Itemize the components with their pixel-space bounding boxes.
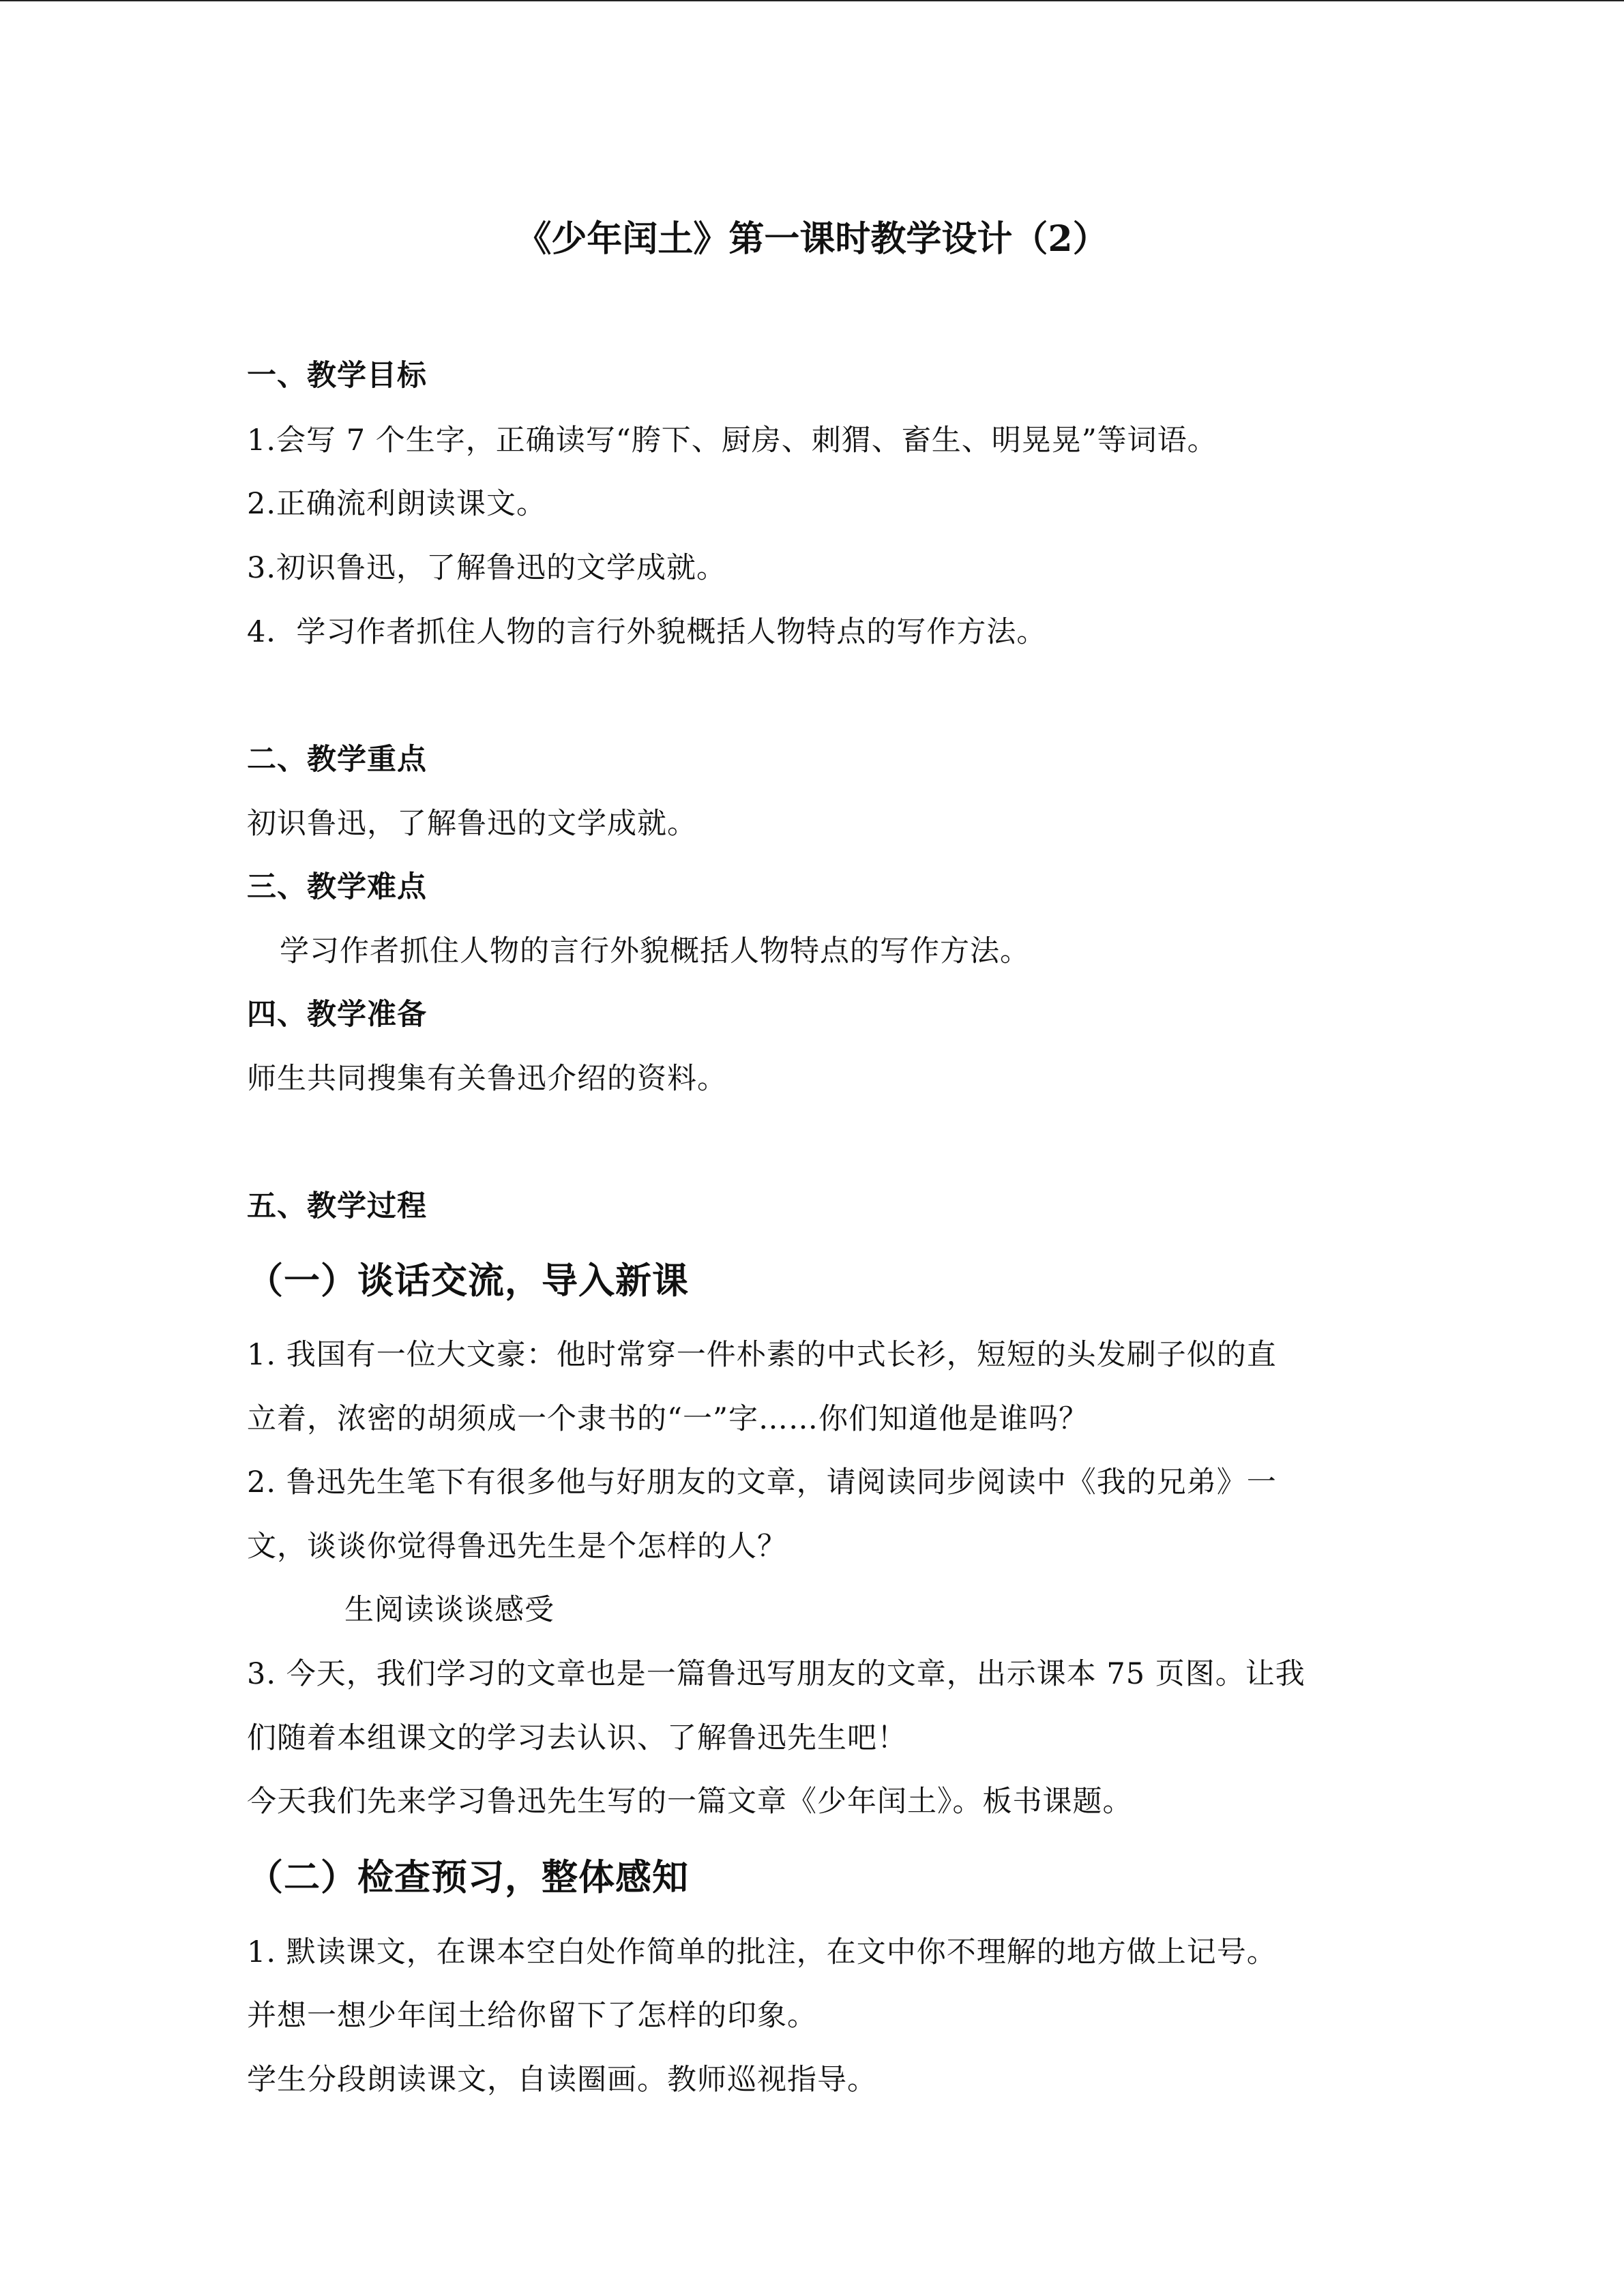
section-heading-key-points: 二、教学重点 — [247, 743, 427, 777]
objective-item-4: 4．学习作者抓住人物的言行外貌概括人物特点的写作方法。 — [247, 615, 1047, 649]
difficulties-text: 学习作者抓住人物的言行外貌概括人物特点的写作方法。 — [280, 934, 1030, 968]
process-line: 今天我们先来学习鲁迅先生写的一篇文章《少年闰土》。板书课题。 — [247, 1785, 1133, 1819]
preparation-text: 师生共同搜集有关鲁迅介绍的资料。 — [247, 1062, 727, 1096]
page-title: 《少年闰土》第一课时教学设计（2） — [516, 218, 1108, 260]
process-line: 2. 鲁迅先生笔下有很多他与好朋友的文章，请阅读同步阅读中《我的兄弟》一 — [247, 1465, 1277, 1500]
page-top-border — [0, 0, 1624, 1]
key-points-text: 初识鲁迅，了解鲁迅的文学成就。 — [247, 807, 697, 841]
process-line: 生阅读谈谈感受 — [344, 1593, 555, 1627]
objective-item-1: 1.会写 7 个生字，正确读写“胯下、厨房、刺猬、畜生、明晃晃”等词语。 — [247, 423, 1217, 458]
process-line: 1. 默读课文，在课本空白处作简单的批注，在文中你不理解的地方做上记号。 — [247, 1935, 1277, 1969]
section-heading-objectives: 一、教学目标 — [247, 359, 427, 393]
process-line: 学生分段朗读课文，自读圈画。教师巡视指导。 — [247, 2063, 877, 2097]
process-line: 1. 我国有一位大文豪：他时常穿一件朴素的中式长衫，短短的头发刷子似的直 — [247, 1338, 1277, 1372]
process-line: 们随着本组课文的学习去认识、了解鲁迅先生吧！ — [247, 1721, 907, 1755]
objective-item-2: 2.正确流利朗读课文。 — [247, 487, 547, 521]
section-heading-process: 五、教学过程 — [247, 1189, 427, 1223]
subheading-part-2: （二）检查预习，整体感知 — [247, 1856, 689, 1898]
section-heading-preparation: 四、教学准备 — [247, 998, 427, 1032]
process-line: 立着，浓密的胡须成一个隶书的“一”字……你们知道他是谁吗？ — [247, 1402, 1089, 1436]
subheading-part-1: （一）谈话交流，导入新课 — [247, 1259, 689, 1302]
section-heading-difficulties: 三、教学难点 — [247, 870, 427, 904]
process-line: 3. 今天，我们学习的文章也是一篇鲁迅写朋友的文章，出示课本 75 页图。让我 — [247, 1657, 1305, 1691]
process-line: 文，谈谈你觉得鲁迅先生是个怎样的人？ — [247, 1530, 787, 1564]
objective-item-3: 3.初识鲁迅，了解鲁迅的文学成就。 — [247, 551, 727, 585]
process-line: 并想一想少年闰土给你留下了怎样的印象。 — [247, 1999, 817, 2033]
